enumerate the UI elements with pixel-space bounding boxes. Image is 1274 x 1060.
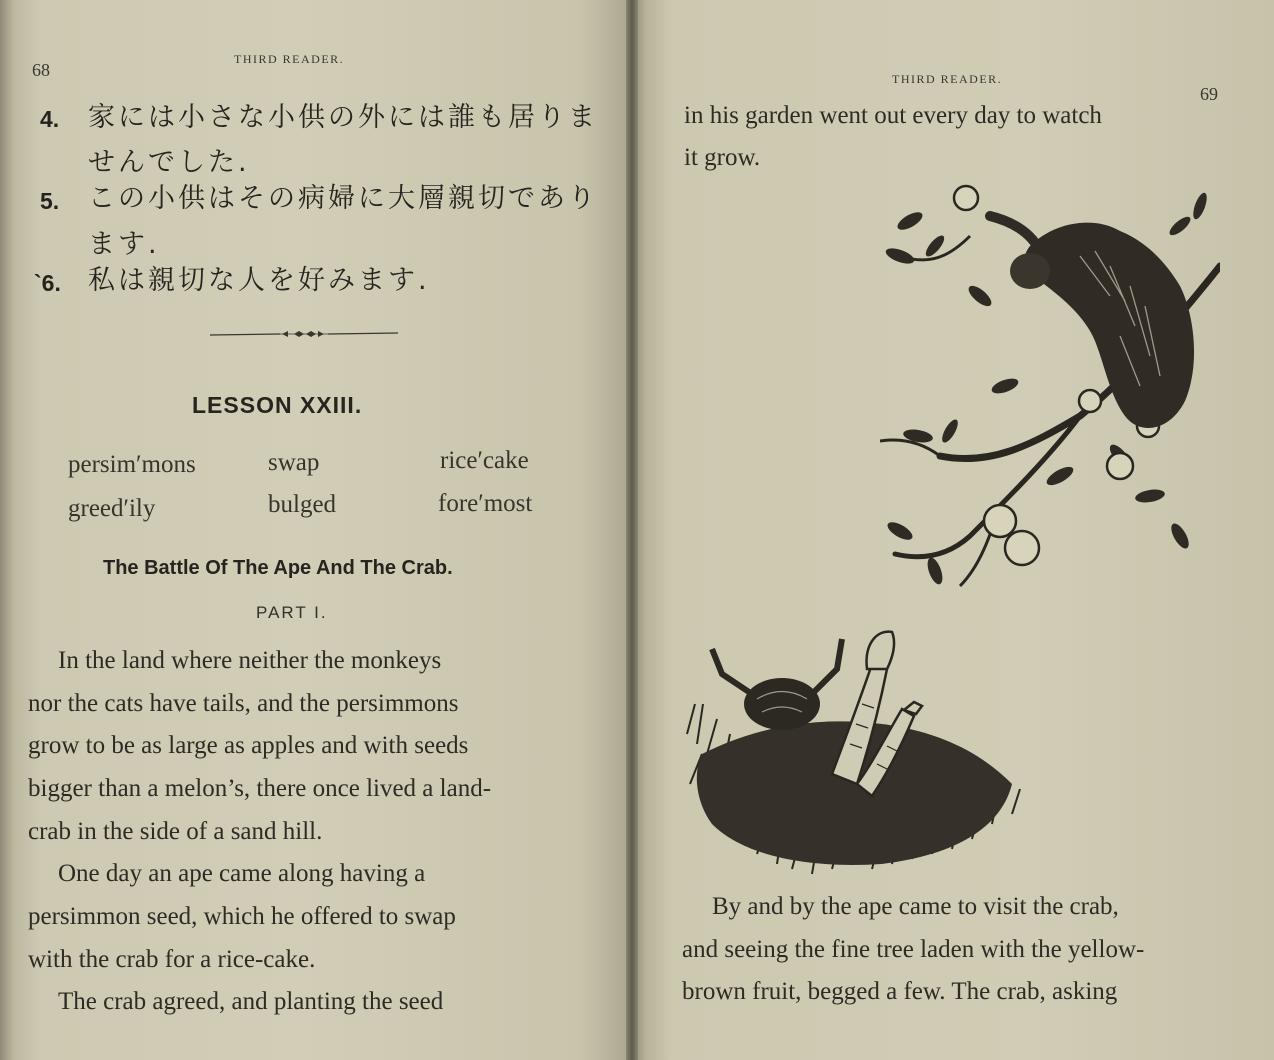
text-line: grow to be as large as apples and with seeds (28, 732, 469, 759)
exercise-line: せんでした. (88, 147, 250, 178)
left-running-head: THIRD READER. (234, 52, 345, 66)
exercise-line: この小供はその病婦に大層親切であり (88, 183, 598, 214)
text-line: By and by the ape came to visit the crab, (712, 893, 1119, 920)
right-running-head: THIRD READER. (892, 72, 1003, 86)
exercise-number: 5. (40, 188, 60, 214)
ape-in-tree-illustration (880, 176, 1220, 596)
text-line: persimmon seed, which he offered to swap (28, 903, 456, 930)
vocab-word: fore′most (438, 490, 533, 517)
exercise-number: `6. (34, 270, 61, 296)
exercise-number: 4. (40, 106, 60, 132)
story-title: The Battle Of The Ape And The Crab. (103, 557, 453, 579)
text-line: One day an ape came along having a (58, 860, 426, 887)
right-page (632, 0, 1274, 1060)
book-gutter (626, 0, 638, 1060)
lesson-title: LESSON XXIII. (192, 392, 363, 418)
right-page-number: 69 (1200, 84, 1218, 104)
vocab-word: bulged (268, 491, 337, 518)
vocab-word: greed′ily (68, 495, 156, 522)
exercise-line: ます. (88, 229, 160, 260)
ornamental-rule (210, 326, 398, 342)
text-line: The crab agreed, and planting the seed (58, 988, 444, 1015)
text-line: with the crab for a rice-cake. (28, 946, 316, 973)
text-line: bigger than a melon’s, there once lived a land- (28, 775, 492, 802)
text-line: in his garden went out every day to watch (684, 102, 1102, 129)
left-page-number: 68 (32, 60, 50, 80)
exercise-line: 私は親切な人を好みます. (88, 265, 430, 296)
text-line: and seeing the fine tree laden with the yellow- (682, 936, 1145, 963)
text-line: it grow. (684, 144, 761, 171)
part-heading: PART I. (256, 603, 328, 622)
vocab-word: swap (268, 449, 320, 476)
vocab-word: persim′mons (68, 451, 196, 478)
text-line: nor the cats have tails, and the persimmons (28, 690, 459, 717)
text-line: brown fruit, begged a few. The crab, asking (682, 978, 1118, 1005)
vocab-word: rice′cake (440, 447, 529, 474)
text-line: In the land where neither the monkeys (58, 647, 442, 674)
text-line: crab in the side of a sand hill. (28, 818, 323, 845)
crab-and-ape-illustration (682, 624, 1042, 884)
left-page (0, 0, 632, 1060)
exercise-line: 家には小さな小供の外には誰も居りま (88, 102, 598, 133)
